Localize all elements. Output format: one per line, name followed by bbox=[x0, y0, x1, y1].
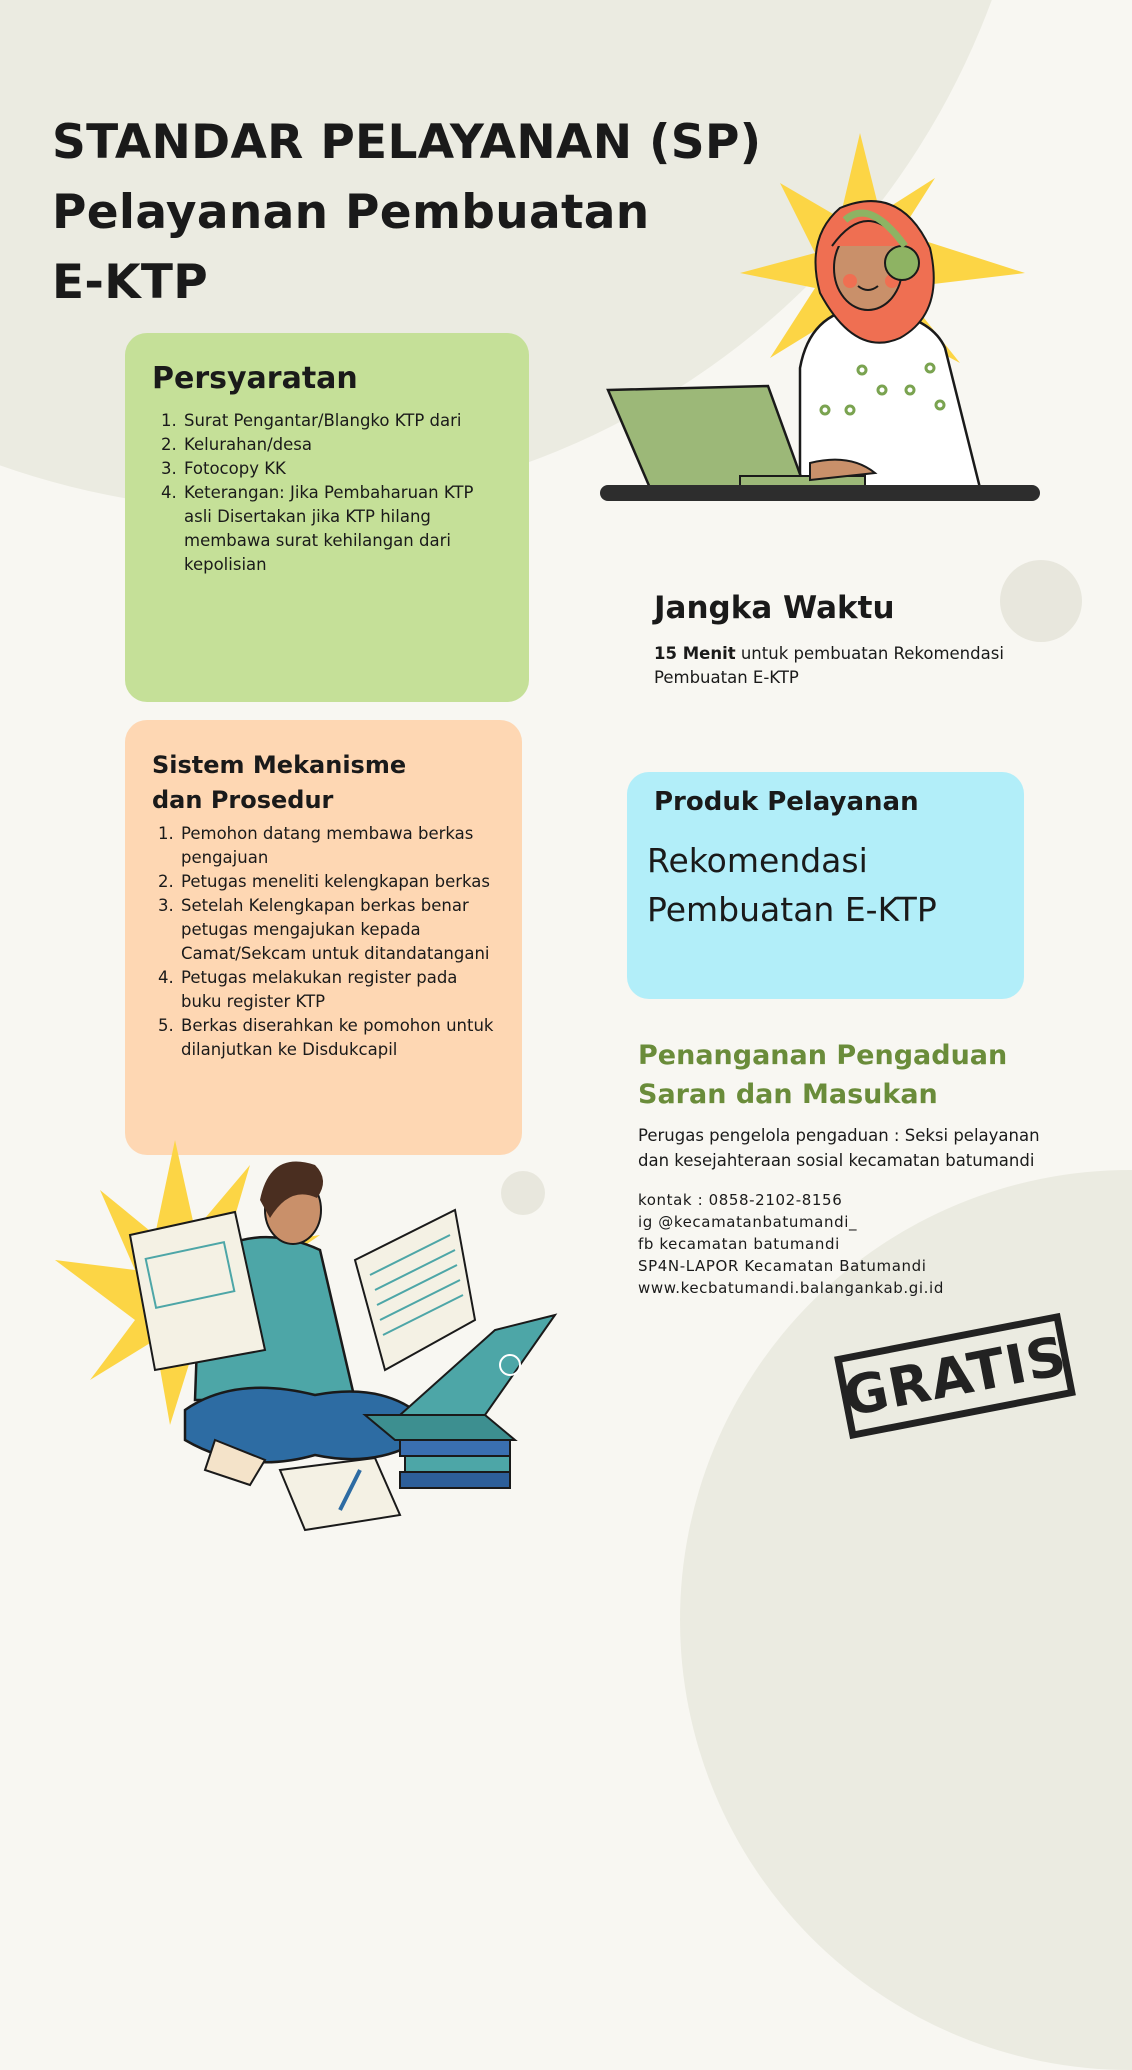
title-line-2: Pelayanan Pembuatan bbox=[52, 185, 650, 240]
procedure-heading-line-1: Sistem Mekanisme bbox=[152, 751, 407, 779]
contact-phone: kontak : 0858-2102-8156 bbox=[638, 1191, 843, 1209]
list-item: 4. Keterangan: Jika Pembaharuan KTP asli Disertakan jika KTP hilang membawa surat kehilangan dari kepolisian bbox=[182, 481, 503, 577]
procedure-list bbox=[152, 822, 496, 1062]
desk-shape bbox=[600, 485, 1040, 501]
product-card bbox=[627, 772, 1024, 999]
contact-instagram: ig @kecamatanbatumandi_ bbox=[638, 1213, 858, 1231]
procedure-heading-line-2: dan Prosedur bbox=[152, 786, 334, 814]
product-line-2: Pembuatan E-KTP bbox=[647, 890, 937, 929]
complaints-officer-text: Perugas pengelola pengaduan : Seksi pelayanan dan kesejahteraan sosial kecamatan batumandi bbox=[638, 1126, 1040, 1170]
contact-facebook: fb kecamatan batumandi bbox=[638, 1235, 840, 1253]
paper-icon bbox=[355, 1210, 475, 1370]
title-line-1: STANDAR PELAYANAN (SP) bbox=[52, 115, 762, 170]
laptop-icon bbox=[608, 386, 805, 488]
paper-icon bbox=[280, 1458, 400, 1530]
product-heading: Produk Pelayanan bbox=[654, 787, 919, 817]
duration-heading: Jangka Waktu bbox=[654, 590, 895, 626]
list-item: 2. Kelurahan/desa bbox=[182, 433, 503, 457]
paper-icon bbox=[130, 1212, 265, 1370]
list-item: 5. Berkas diserahkan ke pomohon untuk dilanjutkan ke Disdukcapil bbox=[179, 1014, 496, 1062]
contact-list bbox=[638, 1189, 1068, 1299]
contact-sp4n-lapor: SP4N-LAPOR Kecamatan Batumandi bbox=[638, 1257, 927, 1275]
list-item: 2. Petugas meneliti kelengkapan berkas bbox=[179, 870, 496, 894]
duration-description: untuk pembuatan Rekomendasi Pembuatan E-KTP bbox=[654, 644, 1004, 687]
list-item: 1. Surat Pengantar/Blangko KTP dari bbox=[182, 409, 503, 433]
book-stack-icon bbox=[400, 1440, 510, 1456]
procedure-card bbox=[125, 720, 522, 1155]
man-reading-illustration bbox=[55, 1140, 575, 1590]
contact-website: www.kecbatumandi.balangankab.gi.id bbox=[638, 1279, 944, 1297]
procedure-heading bbox=[152, 748, 496, 818]
headset-icon bbox=[885, 246, 919, 280]
list-item: 3. Setelah Kelengkapan berkas benar petugas mengajukan kepada Camat/Sekcam untuk ditandatangani bbox=[179, 894, 496, 966]
requirements-heading: Persyaratan bbox=[152, 361, 358, 396]
list-item: 1. Pemohon datang membawa berkas pengajuan bbox=[179, 822, 496, 870]
background-shape-bottom bbox=[680, 1170, 1132, 2070]
requirements-card bbox=[125, 333, 529, 702]
list-item: 3. Fotocopy KK bbox=[182, 457, 503, 481]
complaints-heading-line-2: Saran dan Masukan bbox=[638, 1079, 938, 1110]
product-line-1: Rekomendasi bbox=[647, 841, 868, 880]
list-item: 4. Petugas melakukan register pada buku register KTP bbox=[179, 966, 496, 1014]
complaints-heading-line-1: Penanganan Pengaduan bbox=[638, 1040, 1008, 1071]
complaints-heading bbox=[638, 1036, 1068, 1114]
customer-service-illustration bbox=[600, 128, 1060, 523]
duration-section bbox=[654, 588, 1054, 690]
duration-value: 15 Menit bbox=[654, 644, 736, 663]
complaints-section bbox=[638, 1036, 1068, 1299]
duration-text bbox=[654, 642, 1054, 690]
gratis-stamp: GRATIS bbox=[834, 1313, 1076, 1439]
requirements-list bbox=[152, 409, 503, 577]
title-line-3: E-KTP bbox=[52, 255, 209, 310]
product-text bbox=[647, 836, 1004, 934]
